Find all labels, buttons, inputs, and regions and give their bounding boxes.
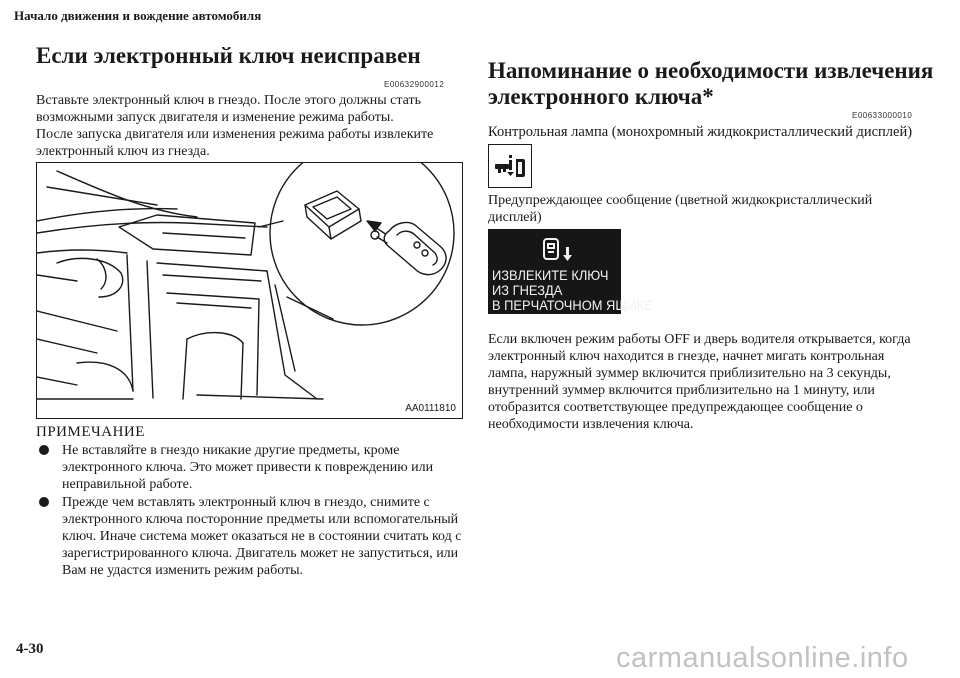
key-slot-display-icon — [538, 235, 578, 265]
section-title-right-line2: электронного ключа* — [488, 84, 714, 109]
key-removal-lamp-icon — [489, 145, 531, 187]
display-line-1: ИЗВЛЕКИТЕ КЛЮЧ — [492, 267, 609, 283]
note-item-1 — [36, 442, 466, 493]
section-title-right-line1: Напоминание о необходимости извлечения — [488, 58, 934, 83]
note-list — [36, 442, 466, 580]
section-code-right: E00633000010 — [852, 111, 913, 120]
indicator-lamp-box — [488, 144, 532, 188]
left-intro — [36, 92, 466, 160]
warning-display — [488, 229, 653, 314]
page-number: 4-30 — [16, 641, 44, 657]
lamp-caption: Контрольная лампа (монохромный жидкокристаллический дисплей) — [488, 124, 913, 140]
display-caption: Предупреждающее сообщение (цветной жидкокристаллический дисплей) — [488, 193, 873, 225]
right-body-text: Если включен режим работы OFF и дверь водителя открывается, когда электронный ключ находится в гнезде, начнет мигать контрольная лампа, наружный зуммер включится приблизительно на 3 секунды, внутренний зуммер включится приблизительно на 1 минуту, или отобразится соответствующее предупреждающее сообщение о необходимости извлечения ключа. — [488, 332, 911, 432]
note-item-1-text: Не вставляйте в гнездо никакие другие предметы, кроме электронного ключа. Это может привести к повреждению или неправильной работе. — [62, 443, 434, 492]
bullet-icon — [39, 445, 49, 455]
section-code-left: E00632900012 — [384, 80, 445, 89]
note-item-2 — [36, 494, 466, 579]
running-header: Начало движения и вождение автомобиля — [14, 8, 262, 23]
watermark: carmanualsonline.info — [616, 642, 909, 674]
key-slot-figure — [36, 162, 463, 419]
note-item-2-text: Прежде чем вставлять электронный ключ в гнездо, снимите с электронного ключа посторонние предметы или вспомогательный ключ. Иначе система может оказаться не в состоянии считать код с зарегистрированного ключа. Двигатель может не запуститься, или Вам не удастся изменить режим работы. — [62, 495, 462, 578]
bullet-icon — [39, 497, 49, 507]
section-title-left: Если электронный ключ неисправен — [36, 43, 421, 68]
note-title: ПРИМЕЧАНИЕ — [36, 424, 145, 440]
display-line-2: ИЗ ГНЕЗДА — [492, 282, 563, 298]
left-paragraph-1: Вставьте электронный ключ в гнездо. После этого должны стать возможными запуск двигателя и изменение режима работы. — [36, 93, 422, 125]
glovebox-key-slot-illustration — [37, 163, 462, 418]
left-paragraph-2: После запуска двигателя или изменения режима работы извлеките электронный ключ из гнезда. — [36, 127, 434, 159]
display-line-3: В ПЕРЧАТОЧНОМ ЯЩИКЕ — [492, 297, 653, 313]
figure-label: AA0111810 — [405, 403, 456, 414]
